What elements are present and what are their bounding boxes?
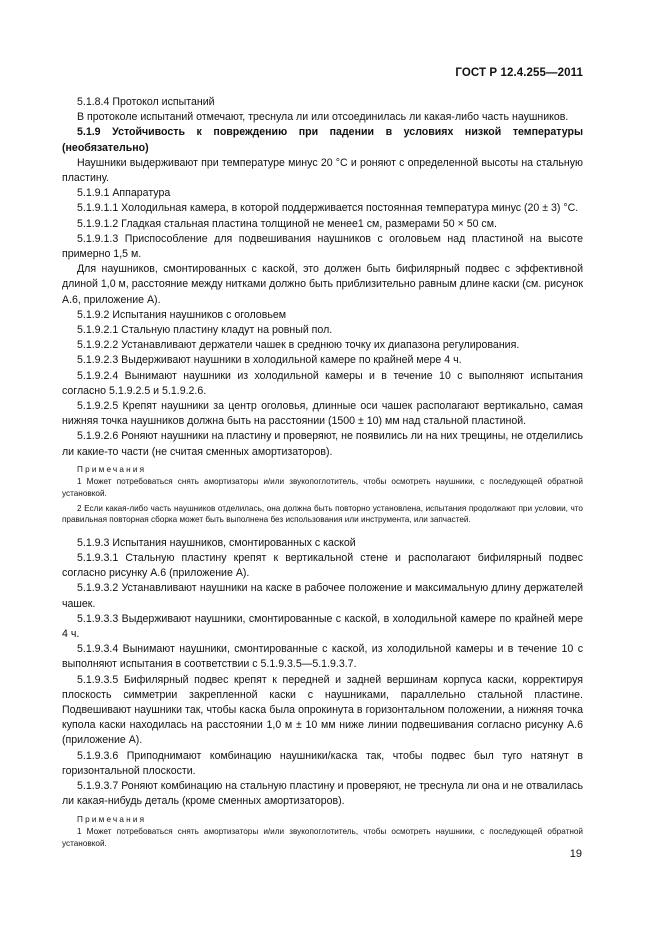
note-item: 2 Если какая-либо часть наушников отделилась, она должна быть повторно установлена, испытания продолжают при условии, что правильная повторная сборка может быть выполнена без использования или инструмента, или запчастей.: [62, 503, 583, 525]
paragraph: Наушники выдерживают при температуре минус 20 °С и роняют с определенной высоты на стальную пластину.: [62, 156, 583, 185]
clause-5-1-9-2-5: 5.1.9.2.5 Крепят наушники за центр оголовья, длинные оси чашек располагают вертикально, самая нижняя точка наушников должна быть на расстоянии (1500 ± 10) мм над стальной пластиной.: [62, 400, 583, 428]
paragraph: В протоколе испытаний отмечают, треснула ли или отсоединилась ли какая-либо часть наушников.: [77, 111, 569, 124]
clause-5-1-9-3-4: 5.1.9.3.4 Вынимают наушники, смонтированные с каской, из холодильной камеры и в течение 10 с выполняют испытания в соответствии с 5.1.9.3.5—5.1.9.3.7.: [62, 643, 583, 671]
clause-5-1-9-3: 5.1.9.3 Испытания наушников, смонтированных с каской: [77, 536, 356, 549]
clause-5-1-9-1-1: 5.1.9.1.1 Холодильная камера, в которой поддерживается постоянная температура минус (20 ± 3) °С.: [77, 202, 579, 215]
clause-5-1-9-1-3: 5.1.9.1.3 Приспособление для подвешивания наушников с оголовьем над пластиной на высоте примерно 1,5 м.: [62, 232, 583, 261]
clause-5-1-9-2-4: 5.1.9.2.4 Вынимают наушники из холодильной камеры и в течение 10 с выполняют испытания согласно 5.1.9.2.5 и 5.1.9.2.6.: [62, 369, 583, 397]
notes-block: [62, 814, 583, 850]
clause-5-1-9-2: 5.1.9.2 Испытания наушников с оголовьем: [77, 308, 287, 321]
standard-header: ГОСТ Р 12.4.255—2011: [455, 67, 583, 79]
notes-heading: Примечания: [77, 814, 147, 824]
clause-5-1-9-3-1: 5.1.9.3.1 Стальную пластину крепят к вертикальной стене и располагают бифилярный подвес согласно рисунку А.6 (приложение А).: [62, 552, 583, 580]
clause-5-1-9-1-2: 5.1.9.1.2 Гладкая стальная пластина толщиной не менее1 см, размерами 50 × 50 см.: [77, 217, 497, 230]
clause-5-1-9-3-2: 5.1.9.3.2 Устанавливают наушники на каске в рабочее положение и максимальную длину держателей чашек.: [62, 582, 583, 610]
paragraph: Для наушников, смонтированных с каской, это должен быть бифилярный подвес с эффективной длиной 1,0 м, расстояние между нитками должно быть приблизительно равным длине каски (см. рисунок А.6, приложение А).: [62, 263, 584, 306]
clause-5-1-9-2-2: 5.1.9.2.2 Устанавливают держатели чашек в среднюю точку их диапазона регулирования.: [77, 339, 520, 352]
clause-5-1-9-3-6: 5.1.9.3.6 Приподнимают комбинацию наушники/каска так, чтобы подвес был туго натянут в горизонтальной плоскости.: [62, 749, 583, 777]
page-number: 19: [569, 848, 582, 860]
clause-5-1-8-4-title: 5.1.8.4 Протокол испытаний: [77, 96, 215, 108]
clause-5-1-9-2-6: 5.1.9.2.6 Роняют наушники на пластину и проверяют, не появились ли на них трещины, не отделились ли какие-то части (не считая сменных амортизаторов).: [62, 430, 583, 458]
clause-5-1-9-2-3: 5.1.9.2.3 Выдерживают наушники в холодильной камере по крайней мере 4 ч.: [77, 354, 462, 367]
clause-5-1-9-1: 5.1.9.1 Аппаратура: [77, 187, 171, 200]
clause-5-1-9-2-1: 5.1.9.2.1 Стальную пластину кладут на ровный пол.: [77, 324, 333, 337]
document-body: [62, 95, 583, 859]
note-item: 1 Может потребоваться снять амортизаторы и/или звукопоглотитель, чтобы осмотреть наушники, с последующей обратной установкой.: [62, 827, 583, 848]
note-item: 1 Может потребоваться снять амортизаторы и/или звукопоглотитель, чтобы осмотреть наушники, с последующей обратной установкой.: [62, 477, 583, 499]
notes-block: [62, 464, 583, 526]
clause-5-1-9-3-5: 5.1.9.3.5 Бифилярный подвес крепят к передней и задней вершинам корпуса каски, корректируя плоскость симметрии закрепленной каски с наушниками, параллельно стальной пластине. Подвешивают наушники так, чтобы каска была опрокинута в горизонтальном положении, а нижняя точка купола каски находилась на расстоянии 1,0 м ± 10 мм ниже линии подвешивания согласно рисунку А.6 (приложение А).: [62, 673, 583, 747]
notes-heading: Примечания: [77, 464, 147, 474]
clause-5-1-9-3-7: 5.1.9.3.7 Роняют комбинацию на стальную пластину и проверяют, не треснула ли она и не отвалилась ли какая-нибудь деталь (кроме сменных амортизаторов).: [62, 780, 583, 808]
clause-5-1-9-3-3: 5.1.9.3.3 Выдерживают наушники, смонтированные с каской, в холодильной камере по крайней мере 4 ч.: [62, 612, 583, 641]
clause-5-1-9-heading: 5.1.9 Устойчивость к повреждению при падении в условиях низкой температуры (необязательно): [62, 126, 583, 154]
